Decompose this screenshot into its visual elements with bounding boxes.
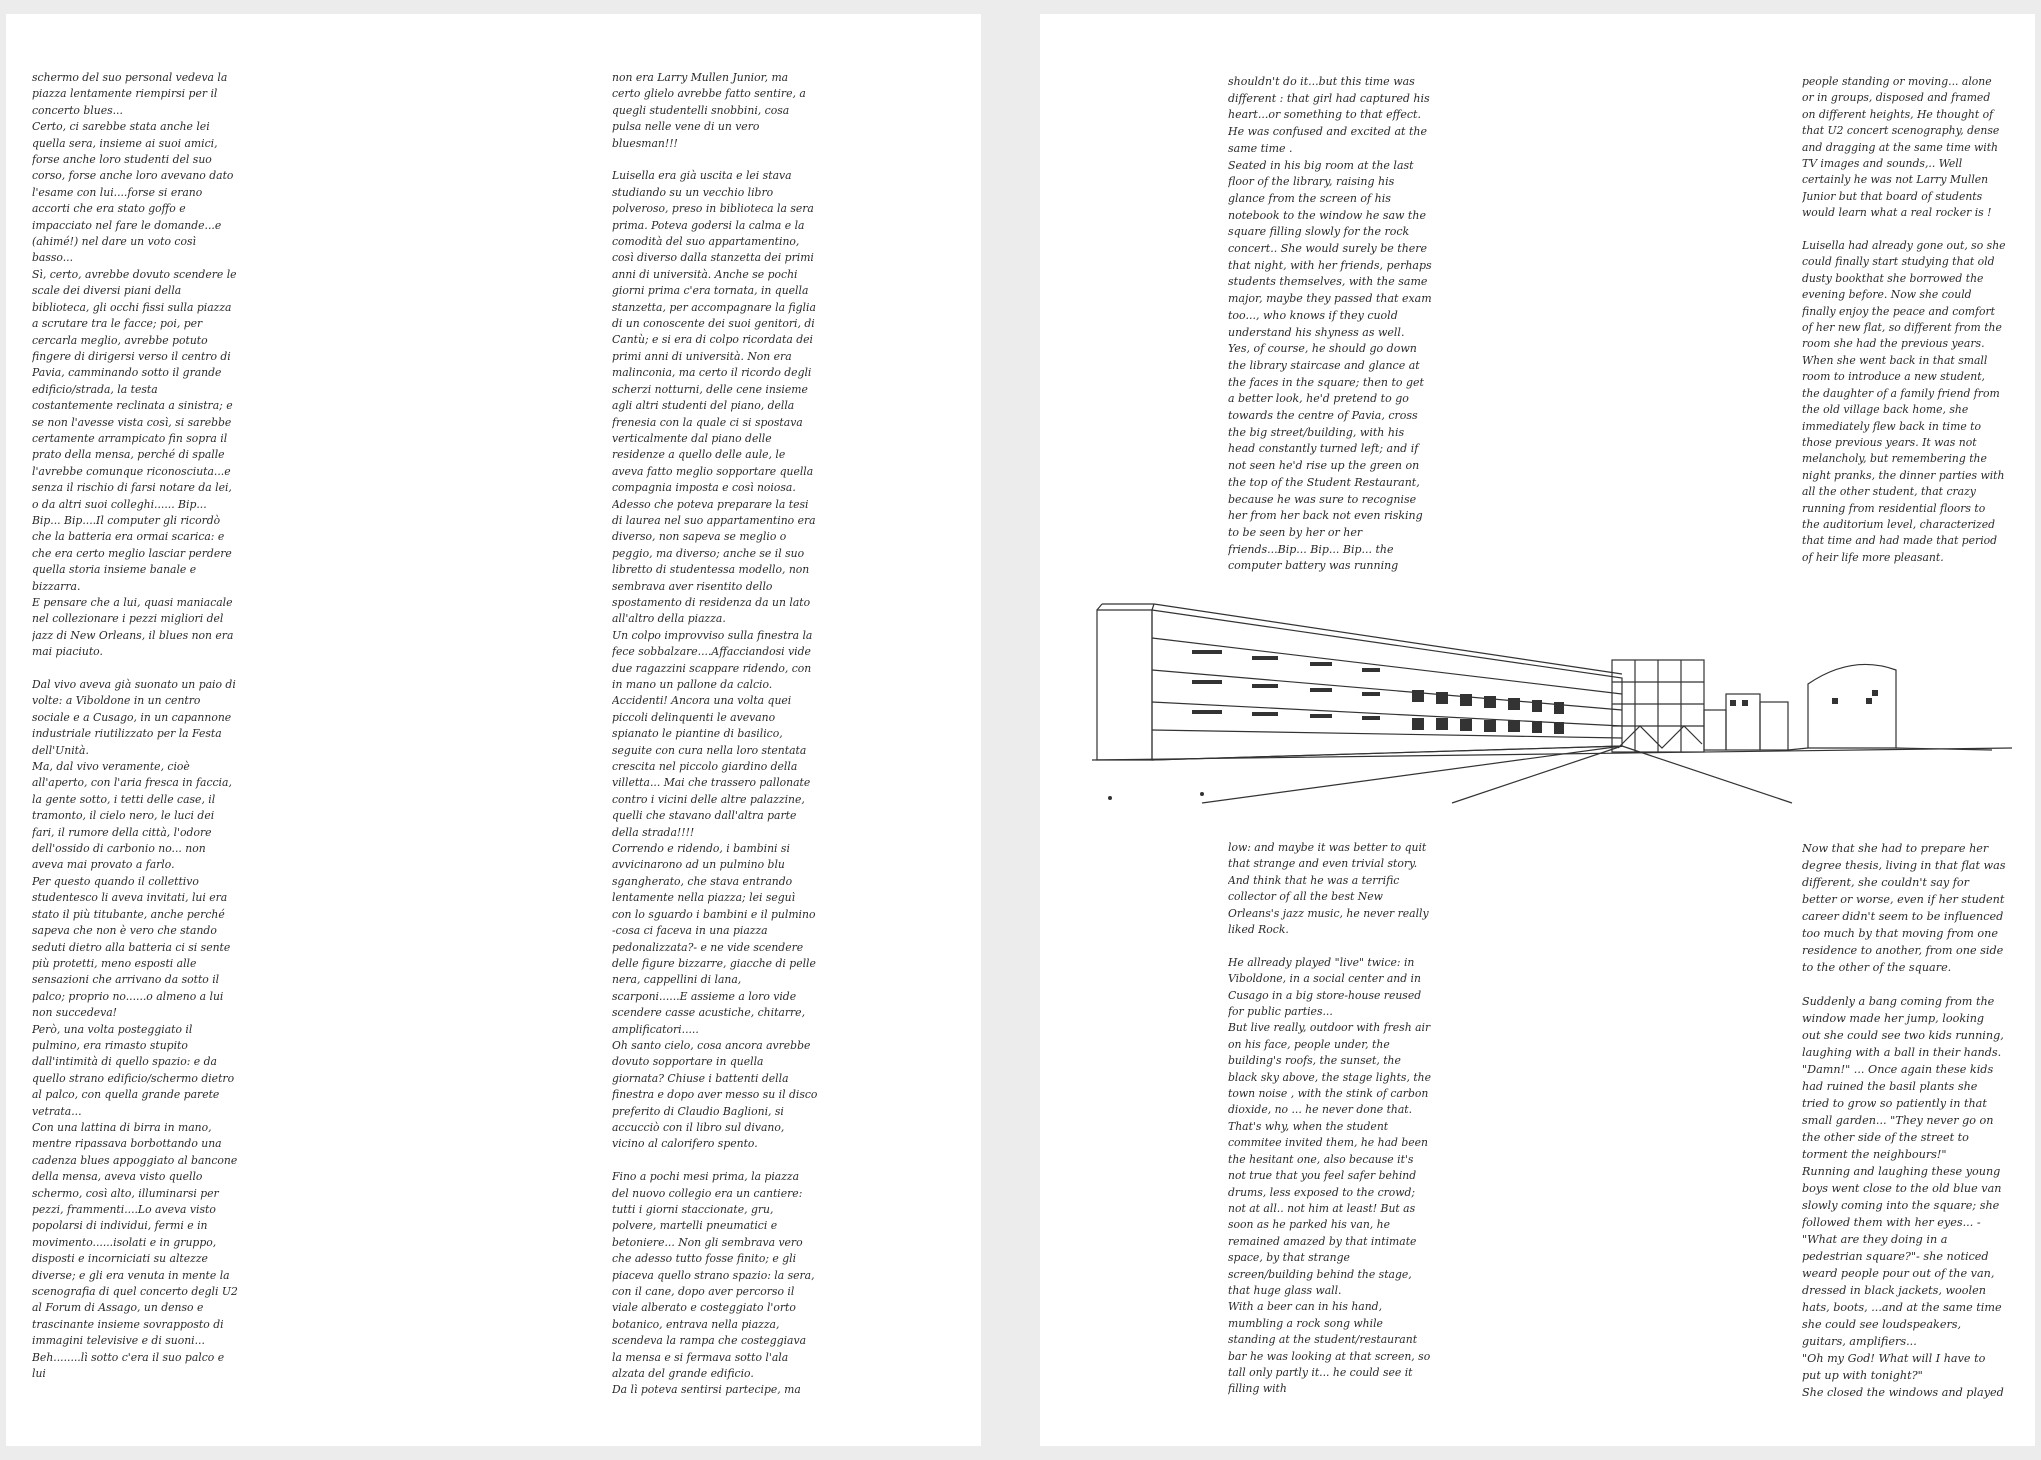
paragraph: people standing or moving... alone or in groups, disposed and framed on different heights, He thought of that U2 concert scenography, dense and dragging at the same time with TV images and sounds,.. Well certainly he was not Larry Mullen Junior but that board of students would learn what a real rocker is ! (1802, 75, 2000, 220)
italian-text-column-2 (612, 70, 818, 1400)
paragraph: Dal vivo aveva già suonato un paio di volte: a Viboldone in un centro sociale e a Cusago, in un capannone industriale riutilizzato per la Festa dell'Unità. (32, 678, 236, 757)
paragraph: Correndo e ridendo, i bambini si avvicinarono ad un pulmino blu sgangherato, che stava entrando lentamente nella piazza; lei seguì con lo sguardo i bambini e il pulmino -cosa ci faceva in una piazza pedonalizzata?- e ne vide scendere delle figure bizzarre, giacche di pelle nera, cappellini di lana, scarponi......E assieme a loro vide scendere casse acustiche, chitarre, amplificatori..... (612, 842, 816, 1036)
paragraph: Per questo quando il collettivo studentesco li aveva invitati, lui era stato il più titubante, anche perché sapeva che non è vero che stando seduti dietro alla batteria ci si sente più protetti, meno esposti alle sensazioni che arrivano da sotto il palco; proprio no......o almeno a lui non succedeva! (32, 874, 231, 1020)
paragraph: shouldn't do it...but this time was different : that girl had captured his heart...or something to that effect. He was confused and excited at the same time . (1228, 75, 1430, 155)
paragraph: Sì, certo, avrebbe dovuto scendere le scale dei diversi piani della biblioteca, gli occhi fissi sulla piazza a scrutare tra le facce; poi, per cercarla meglio, avrebbe potuto fingere di dirigersi verso il centro di Pavia, camminando sotto il grande edificio/strada, la testa costantemente reclinata a sinistra; e se non l'avesse vista così, si sarebbe certamente arrampicato fin sopra il prato della mensa, perché di spalle l'avrebbe comunque riconosciuta...e senza il rischio di farsi notare da lei, o da altri suoi colleghi...... Bip... Bip... Bip....Il computer gli ricordò che la batteria era ormai scarica: e che era certo meglio lasciar perdere quella storia insieme banale e bizzarra. (32, 267, 237, 593)
paragraph: Con una lattina di birra in mano, mentre ripassava borbottando una cadenza blues appoggiato al bancone della mensa, aveva visto quello schermo, così alto, illuminarsi per pezzi, frammenti....Lo aveva visto popolarsi di individui, fermi e in movimento......isolati e in gruppo, disposti e incorniciati su altezze diverse; e gli era venuta in mente la scenografia di quel concerto degli U2 al Forum di Assago, un denso e trascinante insieme sovrapposto di immagini televisive e di suoni... (32, 1120, 238, 1348)
italian-text-column-1 (32, 70, 238, 1400)
paragraph: "Damn!" ... Once again these kids had ruined the basil plants she tried to grow so patiently in that small garden... "They never go on the other side of the street to torment the neighbours!" (1802, 1063, 1994, 1161)
paragraph: Però, una volta posteggiato il pulmino, era rimasto stupito dall'intimità di quello spazio: e da quello strano edificio/schermo dietro al palco, con quella grande parete vetrata... (32, 1022, 235, 1118)
english-text-column-3 (1228, 74, 1432, 579)
building-perspective-icon (1092, 598, 2012, 808)
paragraph: Da lì poteva sentirsi partecipe, ma (612, 1383, 801, 1397)
paragraph: Seated in his big room at the last floor of the library, raising his glance from the screen of his notebook to the window he saw the square filling slowly for the rock concert.. She would surely be there that night, with her friends, perhaps students themselves, with the same major, maybe they passed that exam too..., who knows if they cuold understand his shyness as well. (1228, 158, 1432, 339)
paragraph: "Oh my God! What will I have to put up with tonight?" (1802, 1352, 1986, 1382)
paragraph: He allready played "live" twice: in Viboldone, in a social center and in Cusago in a big store-house reused for public parties... (1228, 955, 1422, 1019)
paragraph: Accidenti! Ancora una volta quei piccoli delinquenti le avevano spianato le piantine di basilico, seguite con cura nella loro stentata crescita nel piccolo giardino della villetta... Mai che trassero pallonate contro i vicini delle altre palazzine, quelli che stavano dall'altra parte della strada!!!! (612, 694, 811, 839)
paragraph: schermo del suo personal vedeva la piazza lentamente riempirsi per il concerto blues... (32, 71, 228, 117)
paragraph: Certo, ci sarebbe stata anche lei quella sera, insieme ai suoi amici, forse anche loro studenti del suo corso, forse anche loro avevano dato l'esame con lui....forse si erano accorti che era stato goffo e impacciato nel fare le domande...e (ahimé!) nel dare un voto così basso... (32, 120, 234, 265)
paragraph: She closed the windows and played (1802, 1386, 2004, 1399)
paragraph: Luisella had already gone out, so she could finally start studying that old dusty bookthat she borrowed the evening before. Now she could finally enjoy the peace and comfort of her new flat, so different from the room she had the previous years. When she went back in that small room to introduce a new student, the daughter of a family friend from the old village back home, she immediately flew back in time to those previous years. It was not melancholy, but remembering the night pranks, the dinner parties with all the other student, that crazy running from residential floors to the auditorium level, characterized that time and had made that period of heir life more pleasant. (1802, 239, 2006, 564)
paragraph: Running and laughing these young boys went close to the old blue van slowly coming into the square; she followed them with her eyes... - "What are they doing in a pedestrian square?"- she noticed weard people pour out of the van, dressed in black jackets, woolen hats, boots, ...and at the same time she could see loudspeakers, guitars, amplifiers... (1802, 1165, 2002, 1348)
paragraph: Yes, of course, he should go down the library staircase and glance at the faces in the square; then to get a better look, he'd pretend to go towards the centre of Pavia, cross the big street/building, with his head constantly turned left; and if not seen he'd rise up the green on the top of the Student Restaurant, because he was sure to recognise her from her back not even risking to be seen by her or her friends...Bip... Bip... Bip... the computer battery was running (1228, 342, 1424, 573)
paragraph: Oh santo cielo, cosa ancora avrebbe dovuto sopportare in quella giornata? Chiuse i battenti della finestra e dopo aver messo su il disco preferito di Claudio Baglioni, si accucciò con il libro sul divano, vicino al calorifero spento. (612, 1038, 818, 1151)
paragraph: Beh........lì sotto c'era il suo palco e lui (32, 1350, 225, 1381)
paragraph: And think that he was a terrific collector of all the best New Orleans's jazz music, he never really liked Rock. (1228, 873, 1429, 937)
paragraph: low: and maybe it was better to quit that strange and even trivial story. (1228, 841, 1427, 871)
paragraph: Suddenly a bang coming from the window made her jump, looking out she could see two kids running, laughing with a ball in their hands. (1802, 995, 2004, 1059)
paragraph: Luisella era già uscita e lei stava studiando su un vecchio libro polveroso, preso in biblioteca la sera prima. Poteva godersi la calma e la comodità del suo appartamentino, così diverso dalla stanzetta dei primi anni di università. Anche se pochi giorni prima c'era tornata, in quella stanzetta, per accompagnare la figlia di un conoscente dei suoi genitori, di Cantù; e si era di colpo ricordata dei primi anni di università. Non era malinconia, ma certo il ricordo degli scherzi notturni, delle cene insieme agli altri studenti del piano, della frenesia con la quale ci si spostava verticalmente dal piano delle residenze a quello delle aule, le aveva fatto meglio sopportare quella compagnia imposta e così noiosa. (612, 169, 816, 495)
paragraph: Ma, dal vivo veramente, cioè all'aperto, con l'aria fresca in faccia, la gente sotto, i tetti delle case, il tramonto, il cielo nero, le luci dei fari, il rumore della città, l'odore dell'ossido di carbonio no... non aveva mai provato a farlo. (32, 760, 232, 872)
paragraph: With a beer can in his hand, mumbling a rock song while standing at the student/restaurant bar he was looking at that screen, so tall only partly it... he could see it filling with (1228, 1300, 1431, 1396)
english-text-column-5 (1228, 840, 1432, 1400)
english-text-column-4 (1802, 74, 2006, 579)
paragraph: E pensare che a lui, quasi maniacale nel collezionare i pezzi migliori del jazz di New Orleans, il blues non era mai piaciuto. (32, 596, 234, 659)
paragraph: But live really, outdoor with fresh air on his face, people under, the building's roofs, the sunset, the black sky above, the stage lights, the town noise , with the stink of carbon dioxide, no ... he never done that. (1228, 1021, 1432, 1117)
paragraph: Fino a pochi mesi prima, la piazza del nuovo collegio era un cantiere: tutti i giorni staccionate, gru, polvere, martelli pneumatici e betoniere... Non gli sembrava vero che adesso tutto fosse finito; e gli piaceva quello strano spazio: la sera, con il cane, dopo aver percorso il viale alberato e costeggiato l'orto botanico, entrava nella piazza, scendeva la rampa che costeggiava la mensa e si fermava sotto l'ala alzata del grande edificio. (612, 1170, 815, 1381)
paragraph: That's why, when the student commitee invited them, he had been the hesitant one, also because it's not true that you feel safer behind drums, less exposed to the crowd; not at all.. not him at least! But as soon as he parked his van, he remained amazed by that intimate space, by that strange screen/building behind the stage, that huge glass wall. (1228, 1119, 1428, 1297)
paragraph: Now that she had to prepare her degree thesis, living in that flat was different, she couldn't say for better or worse, even if her student career didn't seem to be influenced too much by that moving from one residence to another, from one side to the other of the square. (1802, 842, 2006, 974)
paragraph: Adesso che poteva preparare la tesi di laurea nel suo appartamentino era diverso, non sapeva se meglio o peggio, ma diverso; anche se il suo libretto di studentessa modello, non sembrava aver risentito dello spostamento di residenza da un lato all'altro della piazza. (612, 497, 816, 626)
paragraph: non era Larry Mullen Junior, ma certo glielo avrebbe fatto sentire, a quegli studentelli snobbini, cosa pulsa nelle vene di un vero bluesman!!! (612, 71, 806, 150)
paragraph: Un colpo improvviso sulla finestra la fece sobbalzare....Affacciandosi vide due ragazzini scappare ridendo, con in mano un pallone da calcio. (612, 628, 813, 692)
english-text-column-6 (1802, 840, 2006, 1400)
